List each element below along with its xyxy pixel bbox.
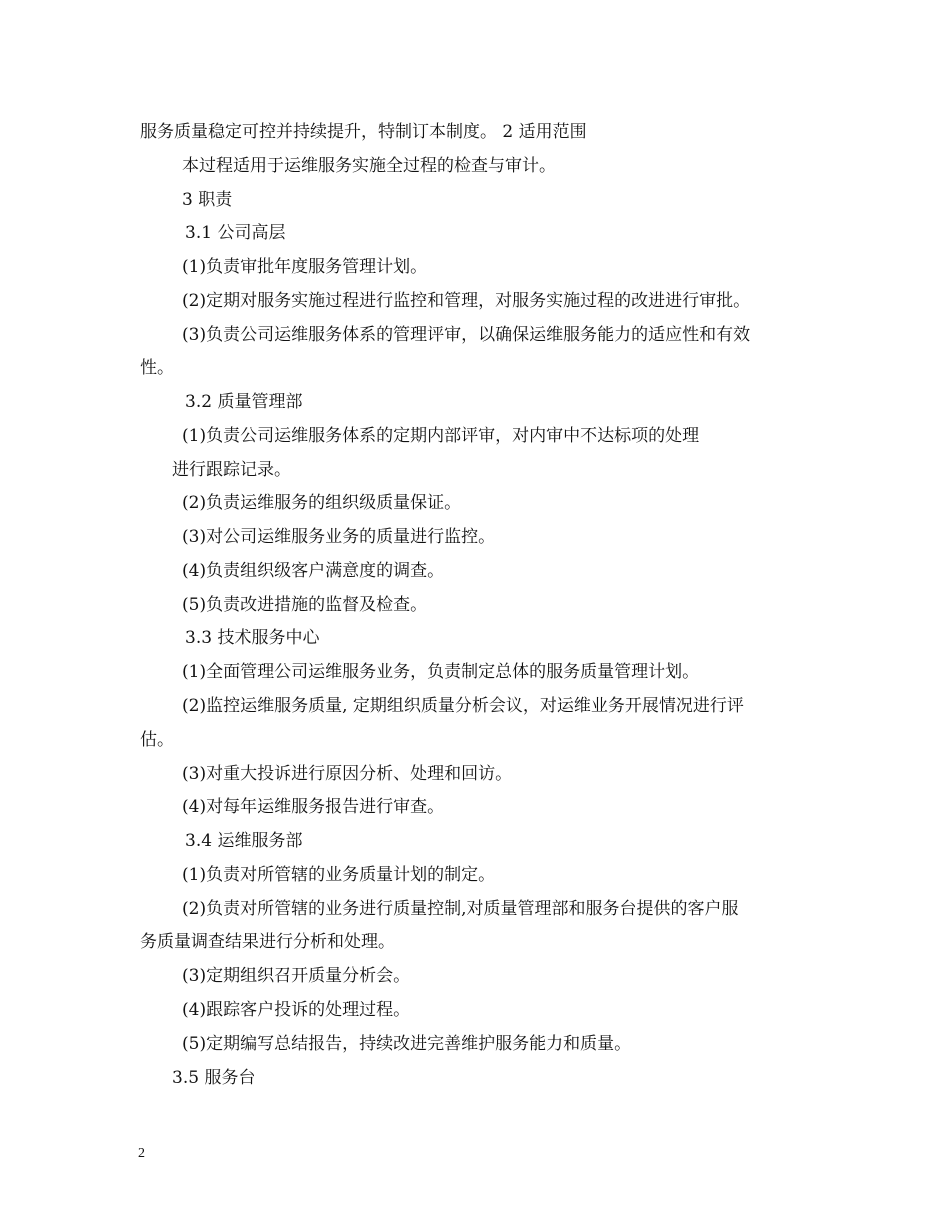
text-line: 性。 bbox=[140, 358, 174, 378]
text-line: (2)定期对服务实施过程进行监控和管理，对服务实施过程的改进进行审批。 bbox=[182, 291, 751, 311]
text-line: (5)负责改进措施的监督及检查。 bbox=[182, 595, 428, 615]
text-line: (3)负责公司运维服务体系的管理评审，以确保运维服务能力的适应性和有效 bbox=[182, 325, 751, 345]
text-line: 估。 bbox=[140, 730, 174, 750]
text-line: 进行跟踪记录。 bbox=[172, 460, 291, 480]
text-line: 本过程适用于运维服务实施全过程的检查与审计。 bbox=[182, 156, 556, 176]
text-line: (1)负责审批年度服务管理计划。 bbox=[182, 257, 428, 277]
section-heading: 3 职责 bbox=[182, 190, 233, 210]
text-line: (3)定期组织召开质量分析会。 bbox=[182, 966, 411, 986]
text-line: (4)跟踪客户投诉的处理过程。 bbox=[182, 1000, 411, 1020]
subsection-heading: 3.5 服务台 bbox=[172, 1068, 256, 1088]
page-number: 2 bbox=[138, 1146, 145, 1161]
text-line: (1)全面管理公司运维服务业务，负责制定总体的服务质量管理计划。 bbox=[182, 662, 700, 682]
text-line: (2)监控运维服务质量, 定期组织质量分析会议，对运维业务开展情况进行评 bbox=[182, 696, 744, 716]
text-line: (4)负责组织级客户满意度的调查。 bbox=[182, 561, 445, 581]
text-line: (2)负责对所管辖的业务进行质量控制,对质量管理部和服务台提供的客户服 bbox=[182, 899, 739, 919]
text-line: (2)负责运维服务的组织级质量保证。 bbox=[182, 493, 462, 513]
text-line: 务质量调查结果进行分析和处理。 bbox=[140, 932, 395, 952]
subsection-heading: 3.3 技术服务中心 bbox=[185, 628, 320, 648]
subsection-heading: 3.1 公司高层 bbox=[185, 223, 286, 243]
text-line: (3)对公司运维服务业务的质量进行监控。 bbox=[182, 527, 496, 547]
subsection-heading: 3.4 运维服务部 bbox=[185, 831, 303, 851]
subsection-heading: 3.2 质量管理部 bbox=[185, 392, 303, 412]
text-line: (5)定期编写总结报告，持续改进完善维护服务能力和质量。 bbox=[182, 1034, 632, 1054]
text-line: (4)对每年运维服务报告进行审查。 bbox=[182, 797, 445, 817]
text-line: (3)对重大投诉进行原因分析、处理和回访。 bbox=[182, 764, 513, 784]
text-line: (1)负责对所管辖的业务质量计划的制定。 bbox=[182, 865, 496, 885]
text-line: 服务质量稳定可控并持续提升，特制订本制度。 2 适用范围 bbox=[140, 122, 587, 142]
text-line: (1)负责公司运维服务体系的定期内部评审，对内审中不达标项的处理 bbox=[182, 426, 700, 446]
